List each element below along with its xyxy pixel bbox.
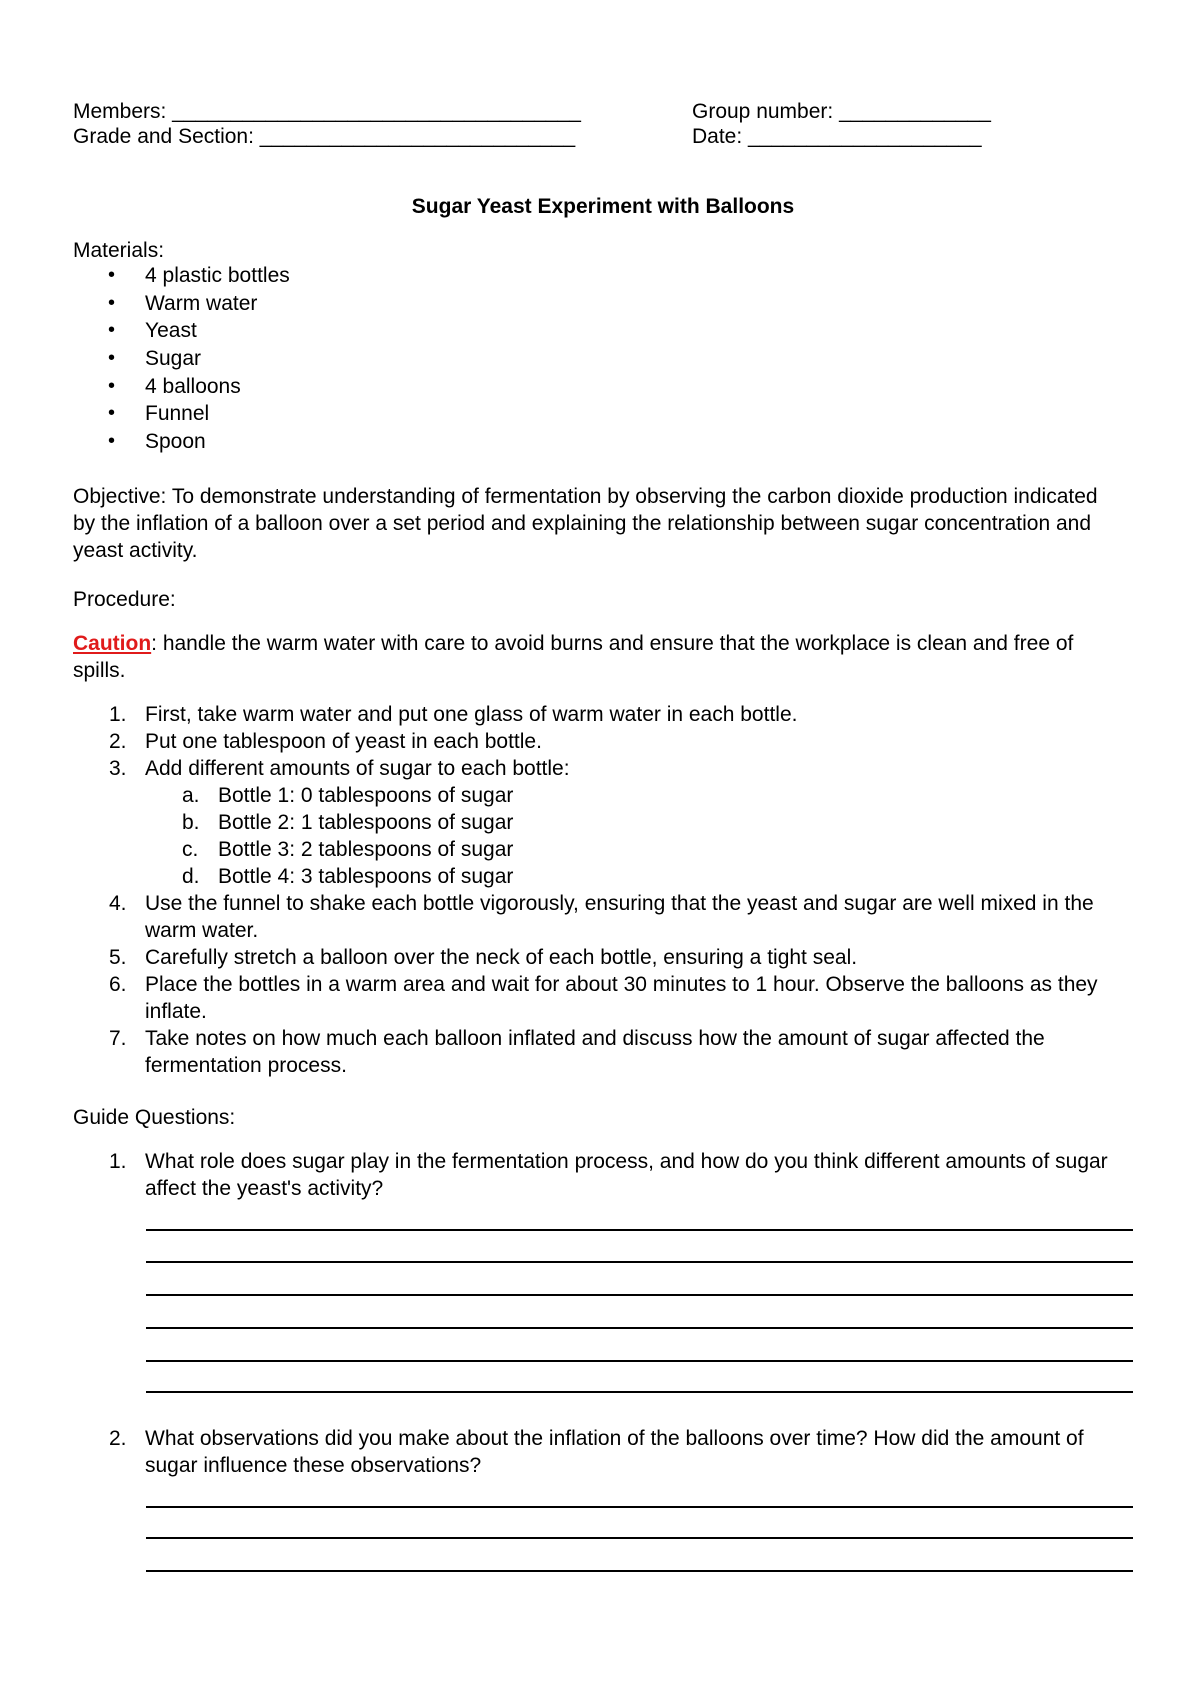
materials-heading: Materials: <box>73 239 165 262</box>
caution-text: : handle the warm water with care to avoid burns and ensure that the workplace is clean and free of spills. <box>73 632 1074 682</box>
list-item <box>73 728 1133 755</box>
answer-line[interactable] <box>146 1506 1133 1508</box>
substep-text: Bottle 1: 0 tablespoons of sugar <box>218 784 514 807</box>
step-text: Place the bottles in a warm area and wait for about 30 minutes to 1 hour. Observe the balloons as they inflate. <box>145 973 1098 1023</box>
question-number: 2. <box>109 1427 127 1450</box>
material-label: Spoon <box>145 430 206 454</box>
date-label: Date: ____________________ <box>692 125 982 148</box>
list-item <box>145 809 1133 836</box>
substep-text: Bottle 3: 2 tablespoons of sugar <box>218 838 514 861</box>
material-label: Yeast <box>145 319 197 343</box>
step-number: 5. <box>109 946 127 969</box>
list-item <box>73 1425 1133 1479</box>
list-item <box>145 836 1133 863</box>
sugar-amounts-list <box>145 782 1133 890</box>
step-text: Use the funnel to shake each bottle vigorously, ensuring that the yeast and sugar are well mixed in the warm water. <box>145 892 1094 942</box>
worksheet-page <box>73 0 1133 1696</box>
answer-line[interactable] <box>146 1360 1133 1362</box>
material-label: 4 plastic bottles <box>145 264 290 287</box>
caution-paragraph <box>73 630 1123 684</box>
substep-letter: d. <box>182 865 200 888</box>
materials-list <box>73 262 290 456</box>
step-number: 3. <box>109 757 127 780</box>
grade-section-field <box>73 123 575 150</box>
step-text: Take notes on how much each balloon inflated and discuss how the amount of sugar affected the fermentation process. <box>145 1027 1045 1077</box>
answer-line[interactable] <box>146 1229 1133 1231</box>
list-item <box>145 782 1133 809</box>
list-item <box>73 373 290 401</box>
list-item <box>73 317 290 345</box>
list-item <box>73 1025 1133 1079</box>
members-field <box>73 98 581 125</box>
step-number: 7. <box>109 1027 127 1050</box>
answer-line[interactable] <box>146 1391 1133 1393</box>
list-item <box>73 701 1133 728</box>
step-text: Put one tablespoon of yeast in each bottle. <box>145 730 542 753</box>
answer-line[interactable] <box>146 1294 1133 1296</box>
material-label: 4 balloons <box>145 374 241 398</box>
bullet-icon: • <box>108 264 116 286</box>
substep-text: Bottle 2: 1 tablespoons of sugar <box>218 811 514 834</box>
step-text: First, take warm water and put one glass of warm water in each bottle. <box>145 703 798 726</box>
step-text: Carefully stretch a balloon over the neck of each bottle, ensuring a tight seal. <box>145 946 858 969</box>
step-number: 4. <box>109 892 127 915</box>
list-item <box>73 890 1133 944</box>
guide-questions-heading: Guide Questions: <box>73 1106 236 1129</box>
step-number: 6. <box>109 973 127 996</box>
group-number-field <box>692 98 991 125</box>
answer-line[interactable] <box>146 1327 1133 1329</box>
list-item <box>73 345 290 373</box>
answer-line[interactable] <box>146 1570 1133 1572</box>
substep-text: Bottle 4: 3 tablespoons of sugar <box>218 865 514 888</box>
guide-question-2 <box>73 1425 1133 1479</box>
grade-section-label: Grade and Section: ___________________________ <box>73 125 576 148</box>
bullet-icon: • <box>108 402 116 425</box>
objective-paragraph: Objective: To demonstrate understanding of fermentation by observing the carbon dioxide production indicated by the inflation of a balloon over a set period and explaining the relationship between sugar concentration and yeast activity. <box>73 485 1098 562</box>
material-label: Warm water <box>145 291 258 315</box>
bullet-icon: • <box>108 430 116 453</box>
date-field <box>692 123 982 150</box>
substep-letter: a. <box>182 784 200 807</box>
list-item <box>73 400 290 428</box>
substep-letter: b. <box>182 811 200 834</box>
bullet-icon: • <box>108 347 116 370</box>
question-text: What observations did you make about the inflation of the balloons over time? How did the amount of sugar influence these observations? <box>145 1427 1084 1477</box>
list-item <box>73 262 290 290</box>
guide-question-1 <box>73 1148 1133 1202</box>
step-text: Add different amounts of sugar to each bottle: <box>145 757 570 780</box>
list-item <box>145 863 1133 890</box>
question-number: 1. <box>109 1150 127 1173</box>
step-number: 2. <box>109 730 127 753</box>
bullet-icon: • <box>108 374 116 397</box>
caution-label: Caution <box>73 632 152 655</box>
group-number-label: Group number: _____________ <box>692 100 991 123</box>
list-item <box>73 755 1133 890</box>
bullet-icon: • <box>108 291 116 314</box>
question-text: What role does sugar play in the fermentation process, and how do you think different amounts of sugar affect the yeast's activity? <box>145 1150 1108 1200</box>
page-title: Sugar Yeast Experiment with Balloons <box>411 195 795 218</box>
procedure-steps <box>73 701 1133 1079</box>
list-item <box>73 428 290 456</box>
procedure-heading: Procedure: <box>73 588 176 611</box>
list-item <box>73 290 290 318</box>
substep-letter: c. <box>182 838 199 861</box>
list-item <box>73 1148 1133 1202</box>
list-item <box>73 944 1133 971</box>
members-label: Members: ___________________________________ <box>73 100 581 123</box>
bullet-icon: • <box>108 319 116 342</box>
material-label: Funnel <box>145 402 210 426</box>
list-item <box>73 971 1133 1025</box>
step-number: 1. <box>109 703 127 726</box>
answer-line[interactable] <box>146 1261 1133 1263</box>
answer-line[interactable] <box>146 1537 1133 1539</box>
material-label: Sugar <box>145 347 202 371</box>
